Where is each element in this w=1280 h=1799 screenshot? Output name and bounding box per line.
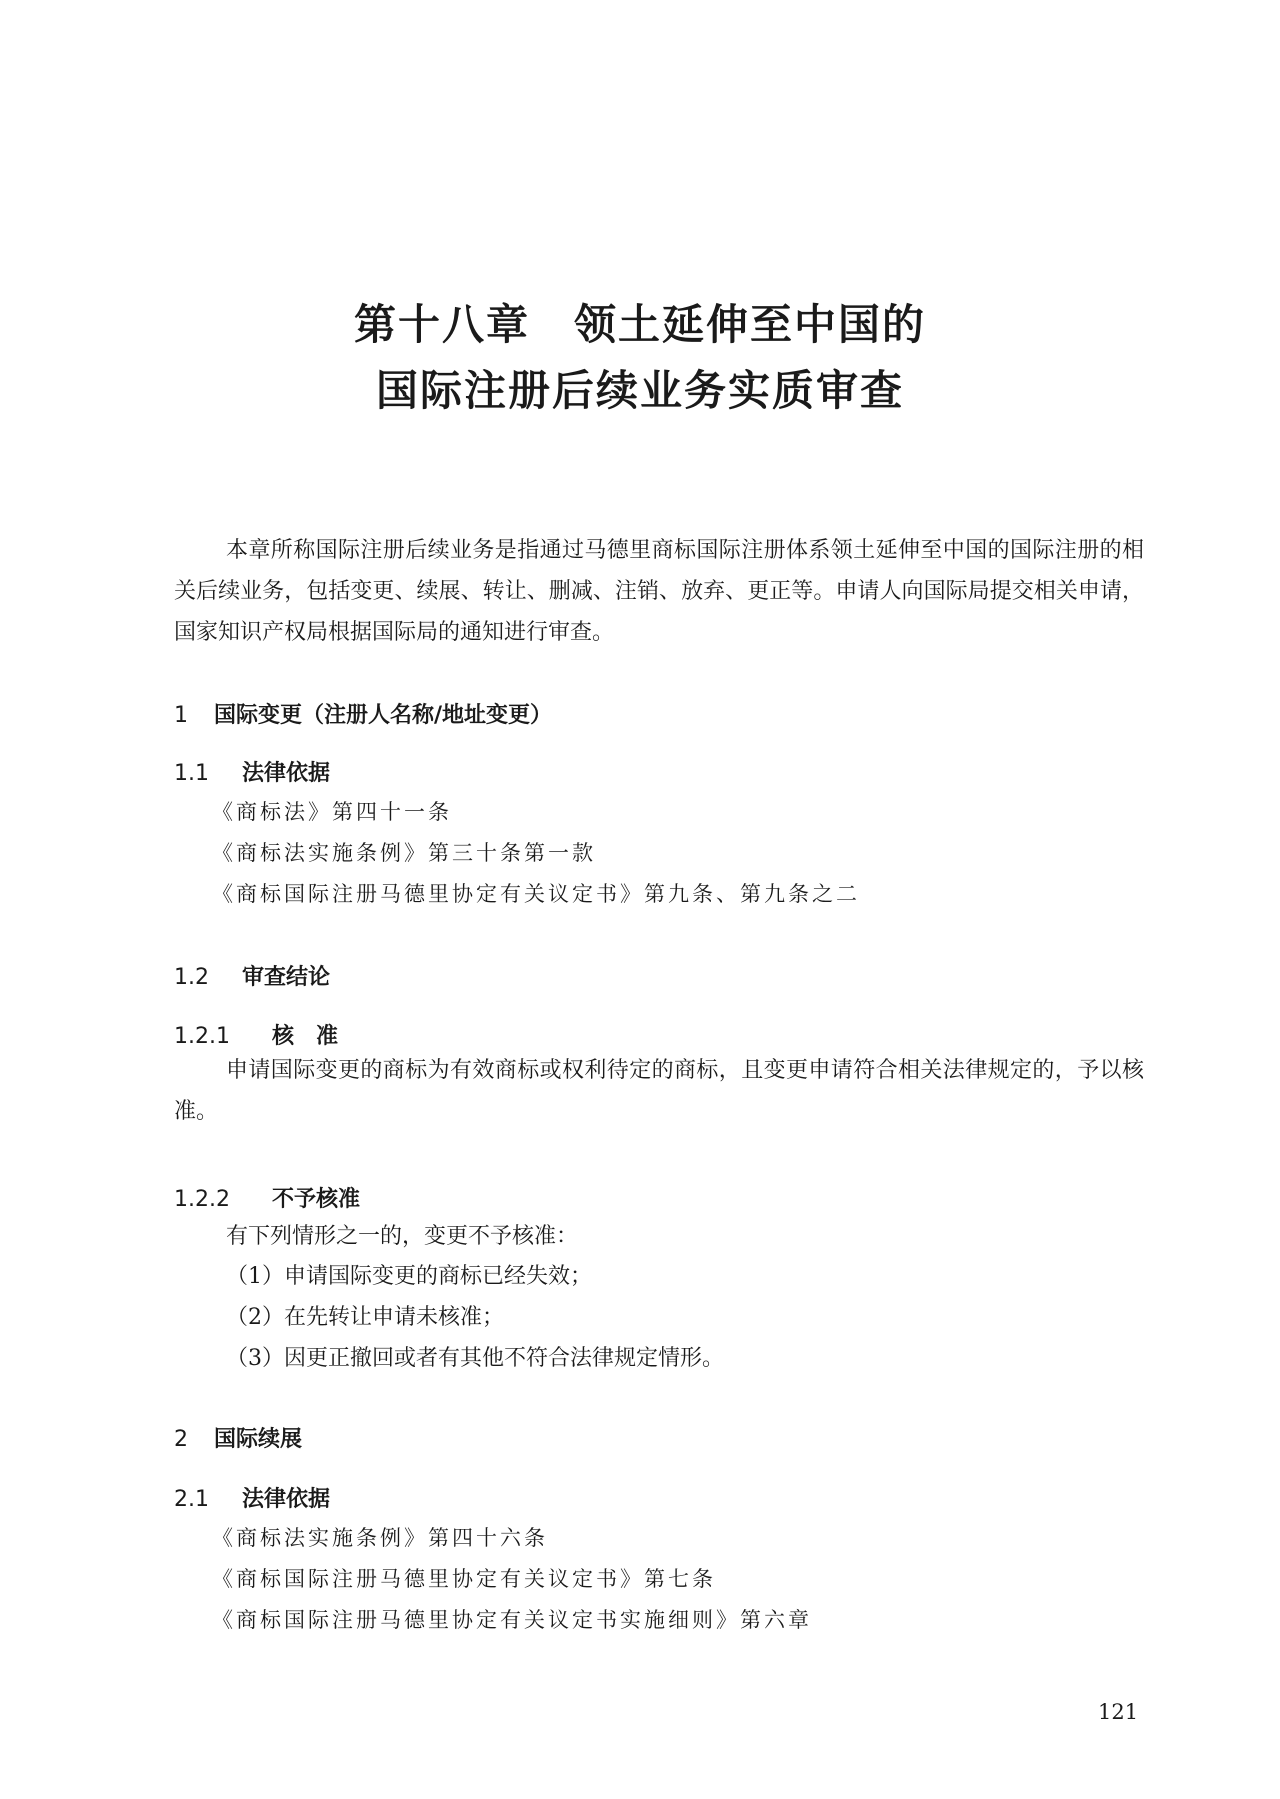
section-title: 法律依据 <box>242 761 331 786</box>
section-1-2-heading <box>174 960 330 991</box>
law-reference: 《商标法实施条例》第四十六条 <box>212 1526 548 1550</box>
law-reference: 《商标国际注册马德里协定有关议定书》第九条、第九条之二 <box>212 882 860 906</box>
section-title: 法律依据 <box>242 1487 331 1512</box>
section-1-2-1-heading <box>174 1019 338 1050</box>
section-number: 2 <box>174 1427 188 1452</box>
section-number: 1 <box>174 703 188 728</box>
law-reference: 《商标法实施条例》第三十条第一款 <box>212 841 596 865</box>
section-2-heading <box>174 1422 302 1453</box>
section-number: 1.1 <box>174 761 209 786</box>
section-1-2-2-heading <box>174 1182 360 1213</box>
list-item: （2）在先转让申请未核准； <box>226 1305 504 1330</box>
chapter-title-line-1: 第十八章 领土延伸至中国的 <box>353 300 926 349</box>
section-title: 国际续展 <box>214 1427 303 1452</box>
section-number: 1.2 <box>174 965 209 990</box>
section-number: 2.1 <box>174 1487 209 1512</box>
section-number: 1.2.2 <box>174 1187 230 1212</box>
section-title: 核 准 <box>272 1024 339 1049</box>
section-title: 不予核准 <box>272 1187 361 1212</box>
section-1-1-heading <box>174 756 330 787</box>
section-2-1-heading <box>174 1482 330 1513</box>
law-reference: 《商标法》第四十一条 <box>212 800 452 824</box>
approval-paragraph: 申请国际变更的商标为有效商标或权利待定的商标，且变更申请符合相关法律规定的，予以核准。 <box>174 1058 1144 1124</box>
list-item: （1）申请国际变更的商标已经失效； <box>226 1264 592 1289</box>
chapter-title-line-2: 国际注册后续业务实质审查 <box>375 366 904 415</box>
section-title: 国际变更（注册人名称/地址变更） <box>214 703 553 728</box>
page-number: 121 <box>1098 1700 1139 1724</box>
list-item: （3）因更正撤回或者有其他不符合法律规定情形。 <box>226 1346 724 1371</box>
intro-paragraph: 本章所称国际注册后续业务是指通过马德里商标国际注册体系领土延伸至中国的国际注册的相关后续业务，包括变更、续展、转让、删减、注销、放弃、更正等。申请人向国际局提交相关申请，国家知识产权局根据国际局的通知进行审查。 <box>174 538 1144 645</box>
section-title: 审查结论 <box>242 965 331 990</box>
section-number: 1.2.1 <box>174 1024 230 1049</box>
rejection-lead: 有下列情形之一的，变更不予核准： <box>226 1224 579 1249</box>
section-1-heading <box>174 698 552 729</box>
law-reference: 《商标国际注册马德里协定有关议定书》第七条 <box>212 1567 716 1591</box>
law-reference: 《商标国际注册马德里协定有关议定书实施细则》第六章 <box>212 1608 812 1632</box>
